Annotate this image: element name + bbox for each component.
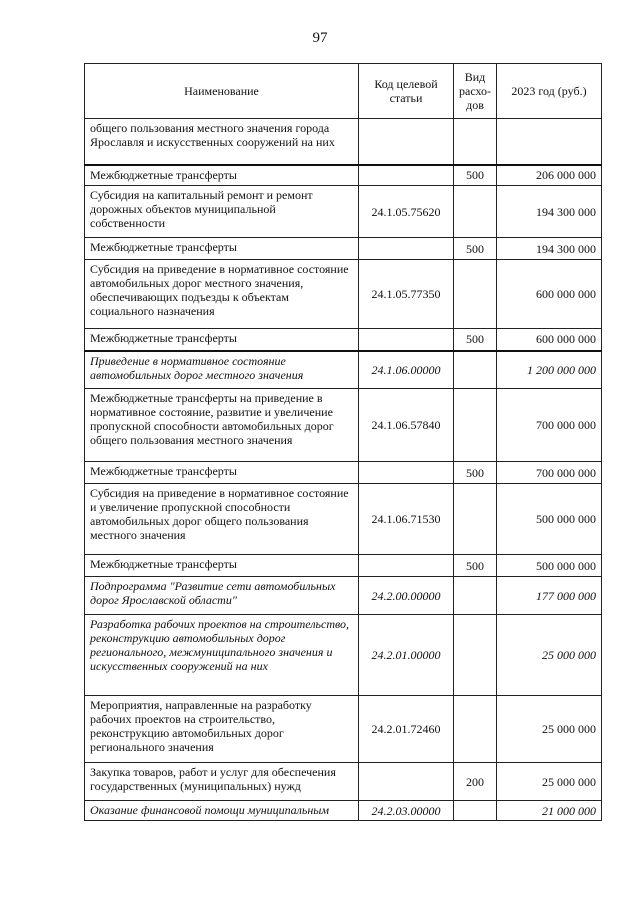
row-code-cell [359,555,454,577]
row-name-cell: Субсидия на приведение в нормативное состояние и увеличение пропускной способности автомобильных дорог общего пользования местного значения [85,484,359,555]
row-code-cell: 24.1.06.00000 [359,351,454,389]
table-row [85,615,602,696]
row-code-cell: 24.1.06.71530 [359,484,454,555]
row-type-cell [454,484,497,555]
row-type-cell: 500 [454,555,497,577]
table-row [85,260,602,329]
table-row [85,119,602,165]
row-type-cell [454,801,497,821]
header-year: 2023 год (руб.) [497,64,602,119]
row-amount-cell: 700 000 000 [497,462,602,484]
row-type-cell: 500 [454,165,497,186]
row-type-cell: 200 [454,763,497,801]
header-type: Вид расхо-дов [454,64,497,119]
row-name-cell: общего пользования местного значения города Ярославля и искусственных сооружений на них [85,119,359,165]
row-type-cell: 500 [454,329,497,351]
table-row [85,329,602,351]
row-code-cell [359,763,454,801]
table-header-row [85,64,602,119]
header-name: Наименование [85,64,359,119]
header-code: Код целевой статьи [359,64,454,119]
table-row [85,555,602,577]
row-amount-cell: 206 000 000 [497,165,602,186]
row-amount-cell: 25 000 000 [497,696,602,763]
table-row [85,238,602,260]
row-name-cell: Закупка товаров, работ и услуг для обеспечения государственных (муниципальных) нужд [85,763,359,801]
row-type-cell [454,577,497,615]
row-code-cell [359,165,454,186]
row-code-cell [359,462,454,484]
row-type-cell [454,615,497,696]
row-amount-cell: 177 000 000 [497,577,602,615]
table-row [85,462,602,484]
row-amount-cell: 500 000 000 [497,484,602,555]
row-type-cell: 500 [454,462,497,484]
table-body [85,119,602,821]
row-code-cell: 24.1.05.77350 [359,260,454,329]
row-name-cell: Приведение в нормативное состояние автомобильных дорог местного значения [85,351,359,389]
table-row [85,696,602,763]
row-amount-cell: 25 000 000 [497,763,602,801]
table-row [85,577,602,615]
row-name-cell: Межбюджетные трансферты [85,462,359,484]
row-code-cell [359,329,454,351]
row-name-cell: Межбюджетные трансферты [85,238,359,260]
row-type-cell [454,389,497,462]
row-name-cell: Субсидия на капитальный ремонт и ремонт дорожных объектов муниципальной собственности [85,186,359,238]
row-amount-cell: 1 200 000 000 [497,351,602,389]
row-code-cell: 24.1.05.75620 [359,186,454,238]
row-amount-cell: 600 000 000 [497,329,602,351]
page-number: 97 [312,30,328,46]
row-code-cell: 24.2.01.00000 [359,615,454,696]
row-type-cell: 500 [454,238,497,260]
row-name-cell: Межбюджетные трансферты [85,555,359,577]
row-name-cell: Межбюджетные трансферты на приведение в нормативное состояние, развитие и увеличение пропускной способности автомобильных дорог общего пользования местного значения [85,389,359,462]
table-row [85,165,602,186]
row-amount-cell: 21 000 000 [497,801,602,821]
row-type-cell [454,186,497,238]
row-code-cell: 24.1.06.57840 [359,389,454,462]
row-amount-cell: 600 000 000 [497,260,602,329]
row-type-cell [454,260,497,329]
table-row [85,389,602,462]
row-name-cell: Разработка рабочих проектов на строительство, реконструкцию автомобильных дорог регионального, межмуниципального значения и искусственных сооружений на них [85,615,359,696]
row-type-cell [454,696,497,763]
row-code-cell: 24.2.00.00000 [359,577,454,615]
row-code-cell: 24.2.03.00000 [359,801,454,821]
row-name-cell: Подпрограмма "Развитие сети автомобильных дорог Ярославской области" [85,577,359,615]
row-name-cell: Субсидия на приведение в нормативное состояние автомобильных дорог местного значения, обеспечивающих подъезды к объектам социального назначения [85,260,359,329]
row-amount-cell: 700 000 000 [497,389,602,462]
table-row [85,801,602,821]
row-name-cell: Межбюджетные трансферты [85,165,359,186]
table-row [85,351,602,389]
row-amount-cell: 25 000 000 [497,615,602,696]
row-code-cell [359,238,454,260]
row-amount-cell: 194 300 000 [497,238,602,260]
row-amount-cell [497,119,602,165]
row-name-cell: Межбюджетные трансферты [85,329,359,351]
row-type-cell [454,351,497,389]
row-amount-cell: 500 000 000 [497,555,602,577]
row-name-cell: Мероприятия, направленные на разработку рабочих проектов на строительство, реконструкцию автомобильных дорог регионального значения [85,696,359,763]
table-row [85,484,602,555]
row-code-cell [359,119,454,165]
table-row [85,186,602,238]
row-type-cell [454,119,497,165]
budget-table [84,63,602,821]
table-row [85,763,602,801]
row-code-cell: 24.2.01.72460 [359,696,454,763]
row-amount-cell: 194 300 000 [497,186,602,238]
row-name-cell: Оказание финансовой помощи муниципальным [85,801,359,821]
